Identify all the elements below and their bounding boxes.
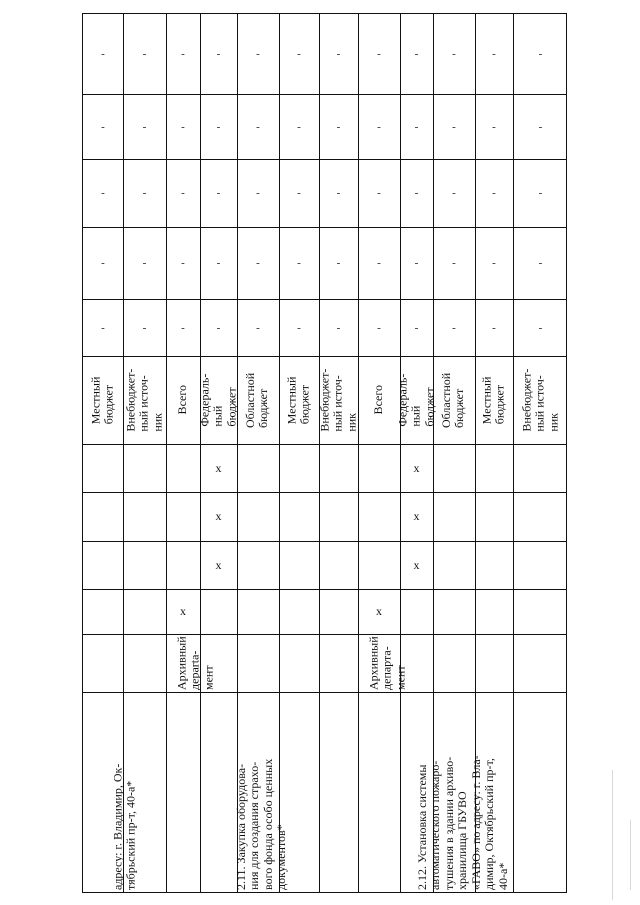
funding-value: -	[181, 187, 185, 199]
funding-source-cell	[237, 356, 279, 444]
x-mark-cell	[358, 589, 400, 634]
funding-value: -	[297, 187, 301, 199]
x-mark-cell	[200, 444, 237, 492]
funding-value: -	[336, 321, 341, 334]
x-mark: x	[413, 460, 420, 475]
funding-value: -	[142, 48, 147, 60]
funding-value: -	[216, 187, 221, 199]
funding-value-cell	[200, 94, 237, 159]
funding-value: -	[414, 48, 419, 60]
funding-value-cell	[83, 159, 123, 227]
x-mark: x	[215, 460, 222, 475]
funding-value-cell	[200, 227, 237, 299]
funding-value-cell	[123, 227, 166, 299]
funding-value-cell	[475, 159, 513, 227]
funding-value: -	[414, 120, 419, 133]
funding-value: -	[452, 48, 456, 60]
executor-text: Архивный департа- мент	[366, 636, 408, 690]
executor-text: Архивный деparta- мент	[174, 636, 216, 690]
funding-value-cell	[237, 94, 279, 159]
funding-source-label: Всего	[371, 385, 386, 415]
funding-value-cell	[319, 159, 358, 227]
funding-value-cell	[475, 94, 513, 159]
funding-value: -	[101, 187, 105, 199]
funding-value: -	[101, 48, 105, 60]
funding-source-cell	[358, 356, 400, 444]
funding-value: -	[101, 321, 105, 334]
funding-value: -	[492, 321, 496, 334]
funding-value: -	[492, 187, 496, 199]
funding-value: -	[336, 257, 341, 269]
grid-line-horizontal	[83, 541, 566, 542]
funding-value-cell	[433, 14, 475, 94]
funding-source-cell	[319, 356, 358, 444]
funding-value-cell	[433, 299, 475, 356]
funding-value: -	[142, 187, 147, 199]
funding-value-cell	[358, 227, 400, 299]
funding-value-cell	[475, 227, 513, 299]
x-mark: x	[413, 557, 420, 572]
funding-value-cell	[123, 14, 166, 94]
grid-line-horizontal	[83, 444, 566, 445]
funding-value-cell	[237, 159, 279, 227]
funding-source-label: Федераль- ный бюджет	[197, 373, 239, 427]
funding-value-cell	[513, 94, 568, 159]
grid-line-horizontal	[83, 589, 566, 590]
funding-source-cell	[83, 356, 123, 444]
funding-value: -	[492, 120, 496, 133]
x-mark: x	[376, 604, 382, 618]
funding-value: -	[492, 257, 496, 269]
funding-value-cell	[237, 227, 279, 299]
funding-value: -	[538, 187, 543, 199]
funding-value-cell	[237, 299, 279, 356]
funding-value: -	[452, 257, 456, 269]
funding-value-cell	[358, 94, 400, 159]
funding-value: -	[297, 120, 301, 133]
funding-value: -	[181, 120, 185, 133]
funding-value: -	[452, 187, 456, 199]
funding-value: -	[492, 48, 496, 60]
funding-value: -	[142, 257, 147, 269]
funding-value: -	[181, 321, 185, 334]
funding-source-cell	[475, 356, 513, 444]
funding-value: -	[256, 48, 260, 60]
funding-value-cell	[400, 299, 433, 356]
item-description-cell	[166, 692, 358, 894]
funding-value-cell	[513, 14, 568, 94]
funding-source-cell	[197, 356, 239, 444]
scan-artifact-line	[630, 820, 631, 890]
funding-value-cell	[200, 159, 237, 227]
funding-value-cell	[279, 159, 319, 227]
funding-value: -	[538, 120, 543, 133]
funding-value: -	[414, 321, 419, 334]
funding-value-cell	[475, 299, 513, 356]
x-mark-cell	[400, 444, 433, 492]
funding-source-label: Местный бюджет	[479, 376, 507, 424]
funding-value: -	[377, 257, 381, 269]
program-table	[82, 13, 567, 893]
funding-value: -	[377, 321, 381, 334]
funding-value: -	[377, 48, 381, 60]
x-mark: x	[215, 557, 222, 572]
funding-value: -	[142, 321, 147, 334]
funding-value-cell	[200, 14, 237, 94]
funding-value: -	[256, 321, 260, 334]
funding-source-cell	[433, 356, 475, 444]
executor-cell	[166, 634, 226, 692]
funding-value-cell	[433, 227, 475, 299]
funding-value-cell	[358, 299, 400, 356]
scan-artifact-line	[612, 770, 613, 900]
funding-value: -	[101, 120, 105, 133]
item-description-text: 2.12. Установка системы автоматического пожаро- тушения в здании архиво- хранилища ГБУВО «ГАВО» по адресу: г. Вла- димир, Октябрьский пр-т, 40-а*	[414, 755, 510, 890]
funding-value-cell	[475, 14, 513, 94]
funding-value-cell	[166, 227, 200, 299]
funding-value: -	[377, 120, 381, 133]
funding-source-label: Местный бюджет	[88, 376, 116, 424]
funding-value: -	[336, 48, 341, 60]
item-description-text: адресу: г. Владимир, Ок- тябрьский пр-т, 40-а*	[110, 763, 138, 890]
funding-value-cell	[513, 227, 568, 299]
funding-value-cell	[166, 299, 200, 356]
funding-value: -	[538, 321, 543, 334]
executor-cell	[358, 634, 418, 692]
funding-value-cell	[319, 94, 358, 159]
funding-value: -	[216, 257, 221, 269]
funding-value: -	[336, 120, 341, 133]
funding-source-label: Областной бюджет	[439, 372, 468, 428]
funding-value: -	[414, 257, 419, 269]
funding-source-label: Всего	[175, 385, 190, 415]
x-mark: x	[215, 509, 222, 523]
funding-value-cell	[358, 14, 400, 94]
funding-value-cell	[83, 227, 123, 299]
funding-source-label: Внебюджет- ный источ- ник	[123, 368, 165, 432]
funding-value-cell	[400, 94, 433, 159]
funding-value-cell	[279, 227, 319, 299]
funding-source-label: Внебюджет- ный источ- ник	[317, 368, 359, 432]
funding-value-cell	[200, 299, 237, 356]
item-description-cell	[83, 692, 166, 894]
funding-value-cell	[279, 94, 319, 159]
funding-value-cell	[123, 299, 166, 356]
x-mark: x	[180, 604, 186, 618]
funding-value-cell	[319, 227, 358, 299]
funding-value-cell	[400, 14, 433, 94]
funding-value: -	[256, 187, 260, 199]
funding-value: -	[377, 187, 381, 199]
funding-source-cell	[123, 356, 166, 444]
funding-value: -	[297, 48, 301, 60]
funding-value-cell	[513, 299, 568, 356]
funding-value-cell	[358, 159, 400, 227]
funding-source-label: Областной бюджет	[243, 372, 272, 428]
funding-value: -	[336, 187, 341, 199]
funding-value-cell	[83, 94, 123, 159]
funding-source-label: Федераль- ный бюджет	[395, 373, 437, 427]
funding-source-cell	[395, 356, 437, 444]
funding-source-label: Местный бюджет	[284, 376, 312, 424]
funding-value-cell	[83, 14, 123, 94]
funding-source-label: Внебюджет- ный источ- ник	[519, 368, 561, 432]
funding-value-cell	[166, 159, 200, 227]
funding-value-cell	[123, 94, 166, 159]
funding-value-cell	[123, 159, 166, 227]
x-mark: x	[413, 509, 420, 523]
funding-value: -	[256, 257, 260, 269]
item-description-cell	[358, 692, 568, 894]
funding-value: -	[216, 321, 221, 334]
funding-value-cell	[237, 14, 279, 94]
funding-value-cell	[83, 299, 123, 356]
funding-value: -	[452, 321, 456, 334]
funding-value: -	[538, 48, 543, 60]
funding-value-cell	[279, 14, 319, 94]
funding-value: -	[297, 321, 301, 334]
funding-value: -	[256, 120, 260, 133]
funding-value-cell	[166, 14, 200, 94]
funding-value: -	[181, 257, 185, 269]
funding-value: -	[181, 48, 185, 60]
funding-value-cell	[513, 159, 568, 227]
funding-value: -	[101, 257, 105, 269]
funding-value: -	[297, 257, 301, 269]
funding-source-cell	[166, 356, 200, 444]
funding-value-cell	[319, 299, 358, 356]
x-mark-cell	[200, 541, 237, 589]
funding-value: -	[538, 257, 543, 269]
funding-value-cell	[400, 227, 433, 299]
funding-value-cell	[166, 94, 200, 159]
funding-value-cell	[433, 94, 475, 159]
x-mark-cell	[400, 492, 433, 541]
grid-line-horizontal	[83, 634, 566, 635]
funding-value: -	[216, 48, 221, 60]
item-description-text: 2.11. Закупка оборудова- ния для создания страхо- вого фонда особо ценных документов*	[234, 758, 289, 890]
funding-value: -	[142, 120, 147, 133]
x-mark-cell	[166, 589, 200, 634]
funding-value: -	[452, 120, 456, 133]
funding-value-cell	[319, 14, 358, 94]
x-mark-cell	[400, 541, 433, 589]
funding-source-cell	[279, 356, 319, 444]
funding-value: -	[414, 187, 419, 199]
x-mark-cell	[200, 492, 237, 541]
funding-value-cell	[433, 159, 475, 227]
funding-value-cell	[400, 159, 433, 227]
funding-value: -	[216, 120, 221, 133]
grid-line-horizontal	[83, 492, 566, 493]
funding-source-cell	[513, 356, 568, 444]
funding-value-cell	[279, 299, 319, 356]
